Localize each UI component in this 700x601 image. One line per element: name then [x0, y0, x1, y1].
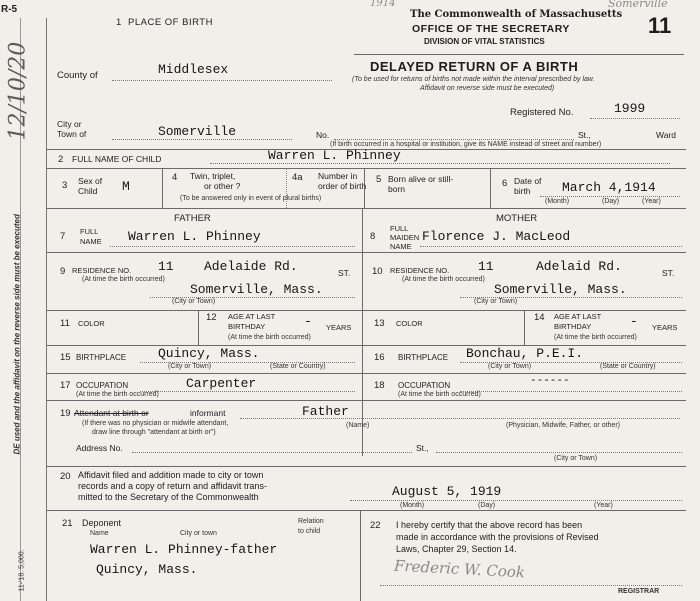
mother-st-label: ST. [662, 268, 675, 278]
margin-vertical-note: DE used and the affidavit on the reverse side must be executed [12, 214, 22, 455]
mother-name-underline [420, 246, 682, 247]
informant-st-label: St., [416, 443, 429, 453]
rule-parents-top [46, 208, 686, 209]
deponent-city-col: City or town [180, 530, 217, 537]
father-name-value: Warren L. Phinney [128, 229, 261, 244]
street-st-label: St., [578, 130, 591, 140]
rule-father-color [46, 310, 362, 311]
field-num-5: 5 [376, 174, 382, 185]
informant-role-note: (Physician, Midwife, Father, or other) [506, 422, 620, 429]
rule-mother-res [362, 252, 686, 253]
office-heading: OFFICE OF THE SECRETARY [412, 23, 570, 35]
informant-underline [240, 418, 680, 419]
mother-occ-label: OCCUPATION [398, 381, 451, 390]
affidavit-date: August 5, 1919 [392, 484, 502, 499]
sex-value: M [122, 179, 130, 194]
affidavit-line-2: records and a copy of return and affidavit trans- [78, 481, 267, 491]
field-num-17: 17 [60, 380, 71, 391]
father-years-label: YEARS [326, 323, 352, 332]
child-name-value: Warren L. Phinney [268, 148, 401, 163]
rule-row3-top [46, 168, 686, 169]
town-annotation: Somerville [608, 0, 668, 10]
field-num-8: 8 [370, 231, 376, 242]
date-label-2: birth [514, 186, 531, 196]
street-no-label: No. [316, 130, 330, 140]
mother-birthplace: Bonchau, P.E.I. [466, 346, 584, 361]
signature-underline [380, 585, 682, 586]
mother-age-label-1: AGE AT LAST [554, 312, 602, 321]
mother-res-no: 11 [478, 259, 494, 274]
rule-affidavit-top [46, 466, 686, 467]
rule-father-res [46, 252, 362, 253]
father-res-note: (At time the birth occurred) [82, 276, 165, 283]
father-age-label-2: BIRTHDAY [228, 322, 266, 331]
street-underline [334, 139, 574, 140]
certification-line-1: I hereby certify that the above record has been [396, 520, 583, 530]
rule-bottom-top [46, 510, 686, 511]
father-bp-label: BIRTHPLACE [76, 353, 127, 362]
deponent-label: Deponent [82, 518, 122, 528]
volume-number: 11 [648, 13, 672, 38]
affidavit-line-3: mitted to the Secretary of the Commonwealth [78, 492, 259, 502]
father-bp-city-note: (City or Town) [168, 363, 212, 370]
order-label-1: Number in [318, 171, 358, 181]
date-sub-month: (Month) [545, 198, 570, 205]
bottom-divider [360, 510, 361, 601]
registrar-label: REGISTRAR [618, 588, 660, 595]
rule-father-occ [46, 373, 362, 374]
alive-label-1: Born alive or still- [388, 174, 454, 184]
field-num-2: 2 [58, 154, 64, 165]
col-divider-order [286, 168, 288, 208]
father-res-no: 11 [158, 259, 174, 274]
registered-underline [590, 118, 680, 119]
form-title: DELAYED RETURN OF A BIRTH [370, 59, 579, 74]
child-name-underline [210, 163, 670, 164]
mother-age-divider [524, 310, 525, 345]
father-occ-label: OCCUPATION [76, 381, 129, 390]
mother-bp-city-note: (City or Town) [488, 363, 532, 370]
deponent-name-col: Name [90, 530, 109, 537]
informant-note-1: (If there was no physician or midwife attendant, [82, 420, 229, 427]
child-name-label: FULL NAME OF CHILD [72, 154, 162, 164]
section-number: 1 [116, 17, 122, 28]
mother-name-value: Florence J. MacLeod [422, 229, 571, 244]
informant-note-2: draw line through "attendant at birth or") [92, 429, 216, 436]
mother-age-value: - [630, 314, 638, 329]
order-label-2: order of birth [318, 181, 367, 191]
father-res-street: Adelaide Rd. [204, 259, 298, 274]
father-age-value: - [304, 314, 312, 329]
certification-line-3: Laws, Chapter 29, Section 14. [396, 544, 517, 554]
mother-bp-state-note: (State or Country) [600, 363, 656, 370]
field-num-22: 22 [370, 520, 381, 531]
deponent-rel-col-1: Relation [298, 518, 324, 525]
form-subtitle-2: Affidavit on reverse side must be executed) [420, 85, 555, 92]
registrar-signature: Frederic W. Cook [393, 556, 526, 582]
city-label-2: Town of [57, 129, 87, 139]
deponent-rel-col-2: to child [298, 528, 321, 535]
mother-age-note: (At time the birth occurred) [554, 334, 637, 341]
informant-address-label: Address No. [76, 443, 123, 453]
field-num-14: 14 [534, 312, 545, 323]
informant-name-note: (Name) [346, 422, 370, 429]
informant-city-underline [436, 452, 682, 453]
birth-date-underline [540, 196, 680, 197]
mother-city-note: (City or Town) [474, 298, 518, 305]
father-res-label: RESIDENCE NO. [72, 266, 132, 275]
field-num-9: 9 [60, 266, 66, 277]
father-city-note: (City or Town) [172, 298, 216, 305]
field-num-13: 13 [374, 318, 385, 329]
mother-occ-underline [460, 391, 682, 392]
field-num-7: 7 [60, 231, 66, 242]
date-label-1: Date of [514, 176, 542, 186]
registered-label: Registered No. [510, 107, 574, 118]
certification-line-2: made in accordance with the provisions of Revised [396, 532, 599, 542]
field-num-11: 11 [60, 318, 70, 329]
affidavit-sub-day: (Day) [478, 502, 496, 509]
field-num-21: 21 [62, 518, 73, 529]
father-age-divider [198, 310, 199, 345]
informant-value: Father [302, 404, 349, 419]
field-num-6: 6 [502, 178, 508, 189]
affidavit-sub-month: (Month) [400, 502, 425, 509]
mother-occ-note: (At time the birth occurred) [398, 391, 481, 398]
field-num-18: 18 [374, 380, 385, 391]
form-subtitle-1: (To be used for returns of births not made within the interval prescribed by law. [352, 76, 595, 83]
birth-date-value: March 4,1914 [562, 180, 656, 195]
twin-label-1: Twin, triplet, [190, 171, 236, 181]
father-occupation: Carpenter [186, 376, 257, 391]
father-occ-note: (At time the birth occurred) [76, 391, 159, 398]
sex-label-1: Sex of [78, 176, 103, 186]
hospital-note: (If birth occurred in a hospital or institution, give its NAME instead of street and number) [330, 141, 602, 148]
mother-res-label: RESIDENCE NO. [390, 266, 450, 275]
division-heading: DIVISION OF VITAL STATISTICS [424, 37, 545, 46]
mother-res-note: (At time the birth occurred) [402, 276, 485, 283]
mother-bp-label: BIRTHPLACE [398, 353, 449, 362]
sex-label-2: Child [78, 186, 98, 196]
rule-informant-top [46, 400, 686, 401]
year-annotation: 1914 [370, 0, 396, 9]
affidavit-date-underline [350, 500, 682, 501]
field-num-4: 4 [172, 172, 178, 183]
father-st-label: ST. [338, 268, 351, 278]
commonwealth-heading: The Commonwealth of Massachusetts [410, 9, 623, 20]
mother-color-label: COLOR [396, 319, 423, 328]
date-sub-day: (Day) [602, 198, 620, 205]
father-age-note: (At time the birth occurred) [228, 334, 311, 341]
mother-age-label-2: BIRTHDAY [554, 322, 592, 331]
city-underline [112, 139, 292, 140]
field-num-16: 16 [374, 352, 385, 363]
form-code: R-5 [1, 4, 18, 15]
deponent-city-value: Quincy, Mass. [96, 562, 198, 577]
ward-label: Ward [656, 130, 676, 140]
twin-label-2: or other ? [204, 181, 241, 191]
mother-name-label-3: NAME [390, 242, 412, 251]
field-num-19: 19 [60, 408, 71, 419]
county-underline [112, 80, 332, 81]
section-place-of-birth: PLACE OF BIRTH [128, 17, 213, 28]
affidavit-sub-year: (Year) [594, 502, 613, 509]
mother-occupation: ------ [530, 375, 570, 387]
informant-struck-label: Attendant at birth or [74, 408, 149, 418]
city-value: Somerville [158, 124, 237, 139]
field-num-3: 3 [62, 180, 68, 191]
mother-name-label-1: FULL [390, 224, 409, 233]
father-age-label-1: AGE AT LAST [228, 312, 276, 321]
informant-label: informant [190, 408, 226, 418]
field-num-20: 20 [60, 471, 71, 482]
father-heading: FATHER [174, 213, 211, 224]
city-label-1: City or [57, 119, 82, 129]
affidavit-line-1: Affidavit filed and addition made to city or town [78, 470, 264, 480]
county-value: Middlesex [158, 62, 229, 77]
informant-city-note: (City or Town) [554, 455, 598, 462]
date-sub-year: (Year) [642, 198, 661, 205]
col-divider-date [490, 168, 491, 208]
margin-handwritten-date: 12/10/20 [5, 41, 31, 141]
mother-res-city: Somerville, Mass. [494, 282, 627, 297]
field-num-4a: 4a [292, 172, 303, 183]
father-color-label: COLOR [78, 319, 105, 328]
father-occ-underline [140, 391, 355, 392]
father-name-label-2: NAME [80, 237, 102, 246]
field-num-10: 10 [372, 266, 383, 277]
mother-res-street: Adelaid Rd. [536, 259, 622, 274]
county-label: County of [57, 70, 98, 81]
father-birthplace: Quincy, Mass. [158, 346, 260, 361]
col-divider-sex [162, 168, 163, 208]
print-run: 11-'18. 5,000. [18, 549, 26, 592]
father-name-label-1: FULL [80, 227, 99, 236]
registered-number: 1999 [614, 101, 646, 116]
father-name-underline [110, 246, 355, 247]
mother-years-label: YEARS [652, 323, 678, 332]
rule-mother-occ [362, 373, 686, 374]
field-num-15: 15 [60, 352, 71, 363]
field-num-12: 12 [206, 312, 217, 323]
mother-name-label-2: MAIDEN [390, 233, 420, 242]
deponent-name-value: Warren L. Phinney-father [90, 542, 278, 557]
header-rule [354, 54, 684, 55]
father-res-city: Somerville, Mass. [190, 282, 323, 297]
mother-heading: MOTHER [496, 213, 538, 224]
father-bp-state-note: (State or Country) [270, 363, 326, 370]
alive-label-2: born [388, 184, 406, 194]
informant-address-underline [132, 452, 412, 453]
plural-note: (To be answered only in event of plural births) [180, 195, 322, 202]
